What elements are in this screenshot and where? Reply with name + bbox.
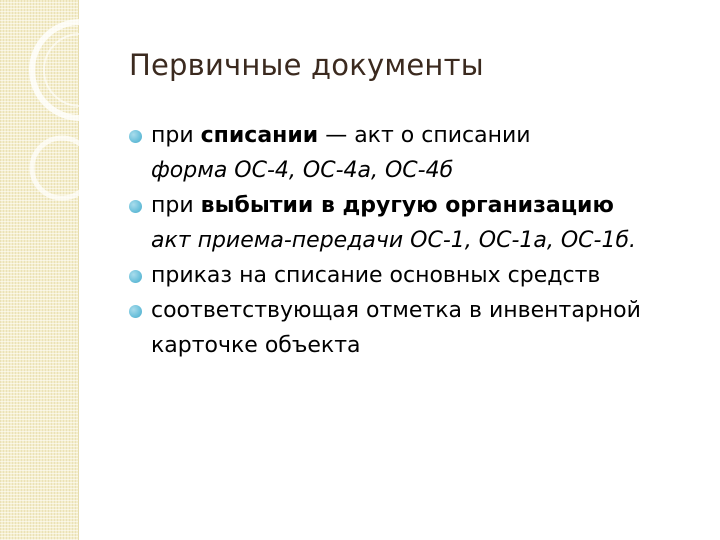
bullet-text: соответствующая отметка в инвентарной карточке объекта [151,298,641,358]
bullet-icon [129,305,142,318]
bullet-prefix: при [151,193,201,218]
bullet-icon [129,130,142,143]
decorative-rings-icon [0,0,140,260]
list-item [129,188,694,258]
bullet-suffix: — акт о списании [318,123,531,148]
list-item [129,258,694,293]
bullet-subtext: форма ОС-4, ОС-4а, ОС-4б [151,158,454,183]
bullet-bold-term: выбытии в другую организацию [200,193,614,218]
bullet-bold-term: списании [200,123,319,148]
list-item [129,293,694,363]
bullet-list [129,118,694,363]
bullet-prefix: при [151,123,201,148]
page-title: Первичные документы [129,48,484,82]
bullet-icon [129,270,142,283]
list-item [129,118,694,188]
bullet-subtext: акт приема-передачи ОС-1, ОС-1а, ОС-1б. [151,228,637,253]
bullet-icon [129,200,142,213]
bullet-text: приказ на списание основных средств [151,263,601,288]
